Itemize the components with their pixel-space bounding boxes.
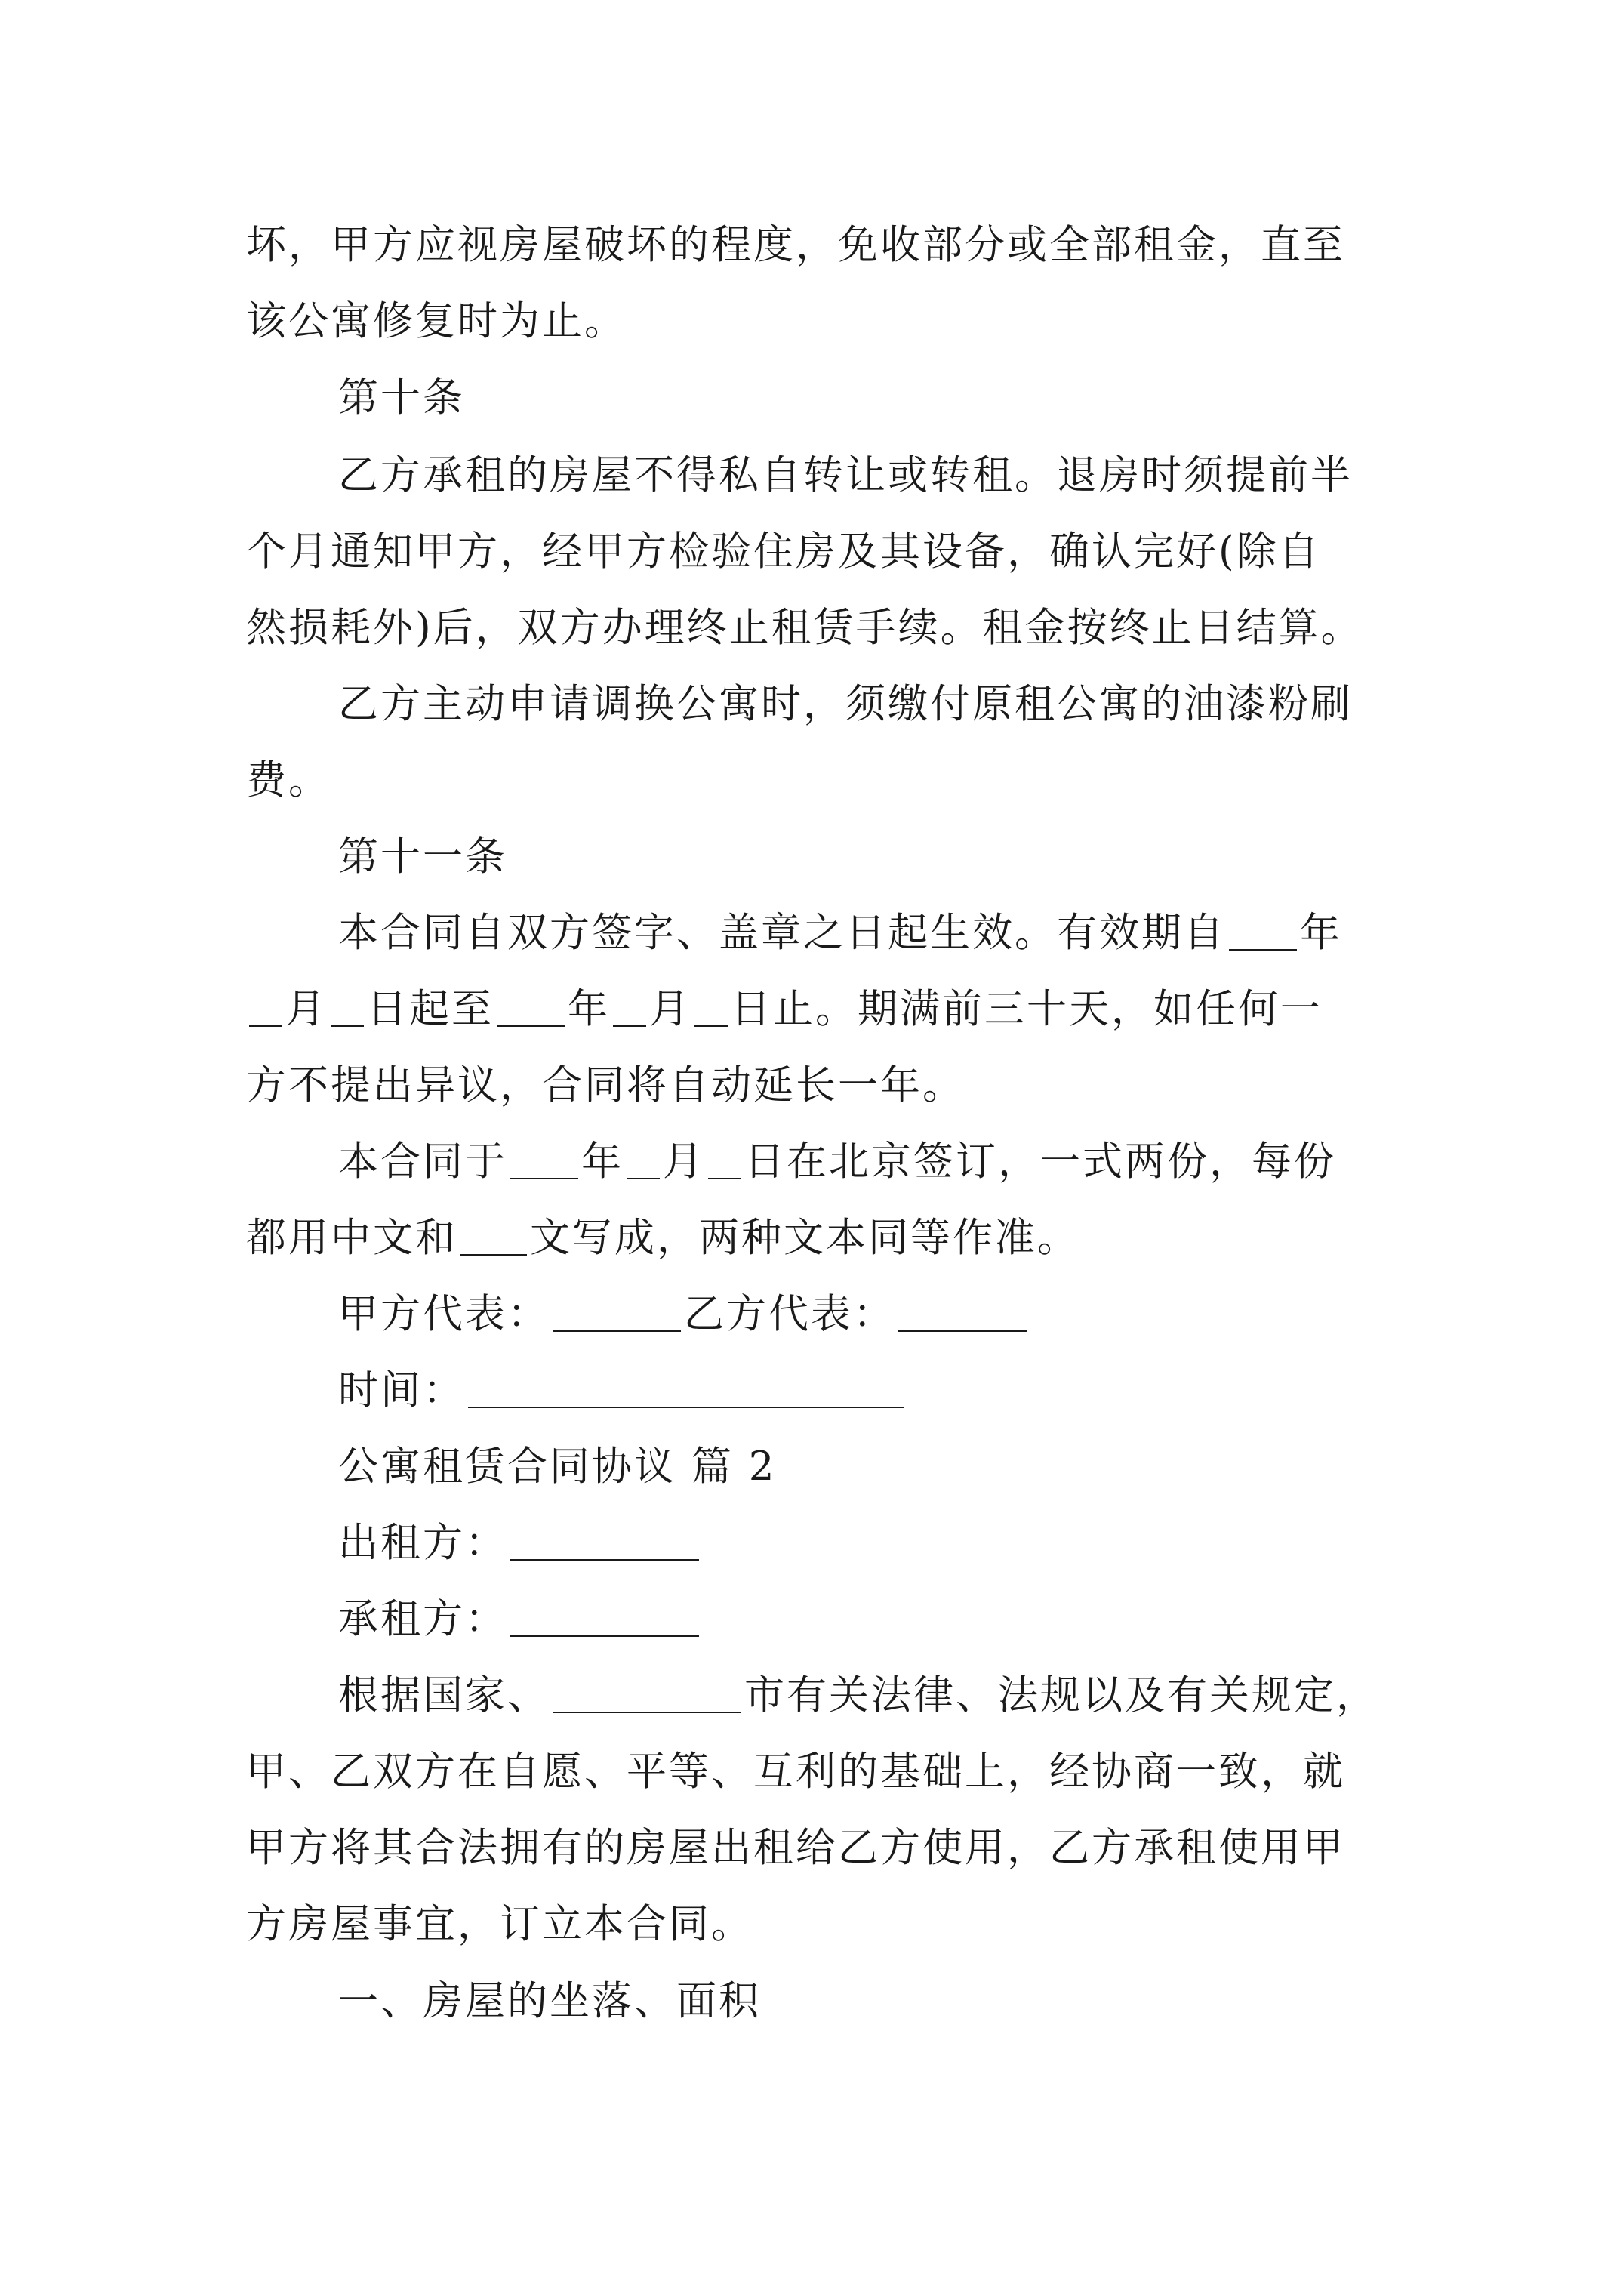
paragraph-line [246, 1749, 1345, 1795]
text: 月 [649, 986, 691, 1032]
paragraph-line [246, 1901, 753, 1947]
text: 甲方代表： [338, 1291, 550, 1337]
paragraph-line [338, 1139, 1336, 1185]
article-heading [338, 374, 465, 421]
fill-blank [553, 1677, 741, 1713]
text: 方房屋事宜，订立本合同。 [246, 1901, 753, 1947]
text: 第十条 [338, 374, 465, 421]
text: 然损耗外)后，双方办理终止租赁手续。租金按终止日结算。 [246, 605, 1363, 651]
paragraph-line [338, 681, 1353, 727]
paragraph-line [246, 222, 1345, 268]
text: 都用中文和 [246, 1215, 457, 1261]
paragraph-line [246, 298, 627, 344]
text: 根据国家、 [338, 1672, 550, 1718]
article-heading [338, 834, 507, 880]
party-line [338, 1520, 702, 1566]
text: 第十一条 [338, 834, 507, 880]
paragraph-line [338, 910, 1342, 956]
text: 该公寓修复时为止。 [246, 298, 627, 344]
text: 时间： [338, 1367, 465, 1413]
text: 文写成，两种文本同等作准。 [530, 1215, 1079, 1261]
text: 乙方承租的房屋不得私自转让或转租。退房时须提前半 [338, 452, 1353, 498]
text: 乙方主动申请调换公寓时，须缴付原租公寓的油漆粉刷 [338, 681, 1353, 727]
text: 本合同自双方签字、盖章之日起生效。有效期自 [338, 910, 1226, 956]
text: 年 [581, 1139, 624, 1185]
fill-blank [497, 991, 565, 1027]
text: 月 [285, 986, 328, 1032]
text: 年 [1300, 910, 1342, 956]
text: 出租方： [338, 1520, 507, 1566]
paragraph-line [338, 1672, 1378, 1718]
fill-blank [510, 1143, 578, 1179]
text: 日止。期满前三十天，如任何一 [731, 986, 1323, 1032]
fill-blank [708, 1143, 741, 1179]
fill-blank [613, 991, 646, 1027]
fill-blank [510, 1524, 699, 1561]
text: 年 [568, 986, 610, 1032]
text: 日起至 [367, 986, 494, 1032]
paragraph-line [246, 529, 1321, 575]
text: 费。 [246, 757, 331, 803]
text: 月 [663, 1139, 705, 1185]
fill-blank [627, 1143, 660, 1179]
date-line [338, 1367, 907, 1413]
fill-blank [1229, 914, 1297, 951]
text: 本合同于 [338, 1139, 507, 1185]
paragraph-line [246, 986, 1323, 1032]
fill-blank [468, 1372, 904, 1408]
text: 日在北京签订，一式两份，每份 [744, 1139, 1336, 1185]
text: 公寓租赁合同协议 篇 2 [338, 1444, 777, 1490]
fill-blank [331, 991, 364, 1027]
text: 方不提出异议，合同将自动延长一年。 [246, 1062, 965, 1108]
text: 市有关法律、法规以及有关规定， [744, 1672, 1378, 1718]
paragraph-line [246, 1825, 1345, 1871]
party-line [338, 1596, 702, 1642]
paragraph-line [246, 1215, 1079, 1261]
fill-blank [553, 1296, 681, 1332]
text: 甲、乙双方在自愿、平等、互利的基础上，经协商一致，就 [246, 1749, 1345, 1795]
text: 一、房屋的坐落、面积 [338, 1978, 761, 2024]
paragraph-line [246, 1062, 965, 1108]
fill-blank [249, 991, 282, 1027]
fill-blank [694, 991, 728, 1027]
text: 个月通知甲方，经甲方检验住房及其设备，确认完好(除自 [246, 529, 1321, 575]
paragraph-line [246, 605, 1363, 651]
text: 甲方将其合法拥有的房屋出租给乙方使用，乙方承租使用甲 [246, 1825, 1345, 1871]
section-heading [338, 1978, 761, 2024]
text: 承租方： [338, 1596, 507, 1642]
paragraph-line [246, 757, 331, 803]
section-title [338, 1444, 777, 1490]
signature-line [338, 1291, 1030, 1337]
paragraph-line [338, 452, 1353, 498]
fill-blank [510, 1601, 699, 1637]
fill-blank [898, 1296, 1027, 1332]
fill-blank [460, 1219, 527, 1256]
text: 乙方代表： [684, 1291, 895, 1337]
text: 坏，甲方应视房屋破坏的程度，免收部分或全部租金，直至 [246, 222, 1345, 268]
